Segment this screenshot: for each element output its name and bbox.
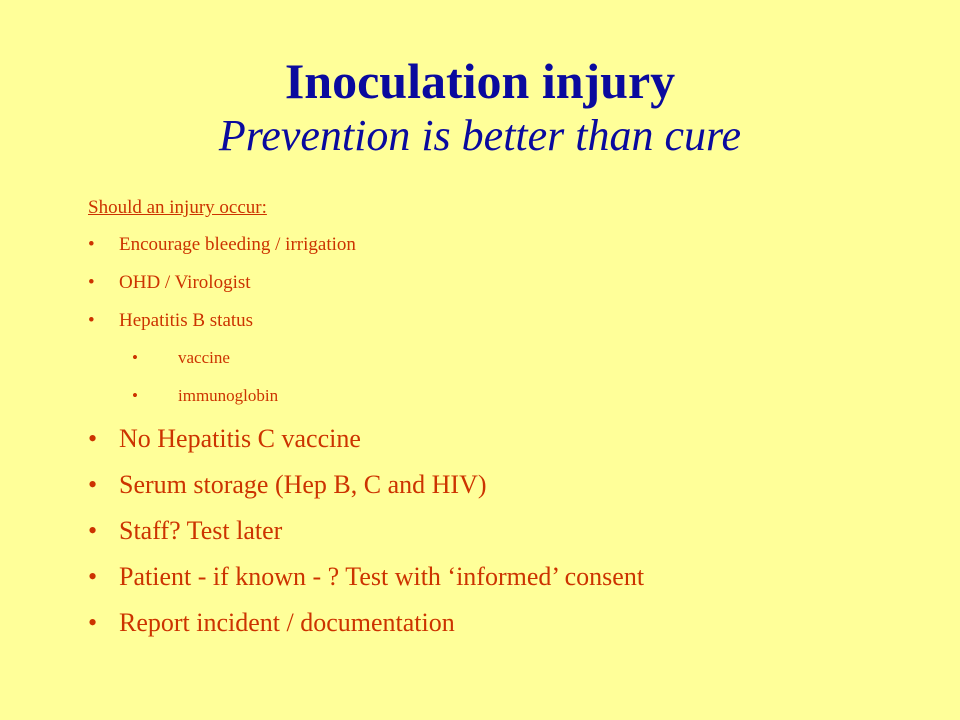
list-item xyxy=(88,271,908,295)
small-bullet-list xyxy=(88,233,908,333)
bullet-icon: • xyxy=(132,386,138,405)
list-item xyxy=(88,515,908,547)
slide-title: Inoculation injury xyxy=(284,53,676,109)
sub-list-item xyxy=(88,347,908,369)
list-item xyxy=(88,233,908,257)
list-item-text: Serum storage (Hep B, C and HIV) xyxy=(119,470,487,499)
bullet-icon: • xyxy=(88,272,95,293)
list-item xyxy=(88,561,908,593)
list-item-text: Patient - if known - ? Test with ‘informed’ consent xyxy=(119,562,645,591)
bullet-icon: • xyxy=(88,470,98,499)
bullet-icon: • xyxy=(88,516,98,545)
sub-list-item xyxy=(88,385,908,407)
section-heading: Should an injury occur: xyxy=(88,197,267,218)
sub-list-item-text: vaccine xyxy=(178,348,230,367)
list-item xyxy=(88,607,908,639)
list-item-text: Encourage bleeding / irrigation xyxy=(119,234,356,255)
list-item-text: No Hepatitis C vaccine xyxy=(119,424,361,453)
large-bullet-list xyxy=(88,423,908,639)
list-item xyxy=(88,309,908,333)
bullet-icon: • xyxy=(88,608,98,637)
slide-title-block xyxy=(0,52,960,162)
list-item-text: Staff? Test later xyxy=(119,516,283,545)
bullet-icon: • xyxy=(88,310,95,331)
bullet-icon: • xyxy=(88,234,95,255)
list-item xyxy=(88,423,908,455)
list-item xyxy=(88,469,908,501)
sub-list-item-text: immunoglobin xyxy=(178,386,279,405)
list-item-text: Report incident / documentation xyxy=(119,608,455,637)
slide-subtitle: Prevention is better than cure xyxy=(218,111,742,160)
bullet-icon: • xyxy=(88,562,98,591)
bullet-icon: • xyxy=(132,348,138,367)
sub-bullet-list xyxy=(88,347,908,407)
slide-content xyxy=(88,196,908,653)
bullet-icon: • xyxy=(88,424,98,453)
list-item-text: Hepatitis B status xyxy=(119,310,254,331)
list-item-text: OHD / Virologist xyxy=(119,272,251,293)
